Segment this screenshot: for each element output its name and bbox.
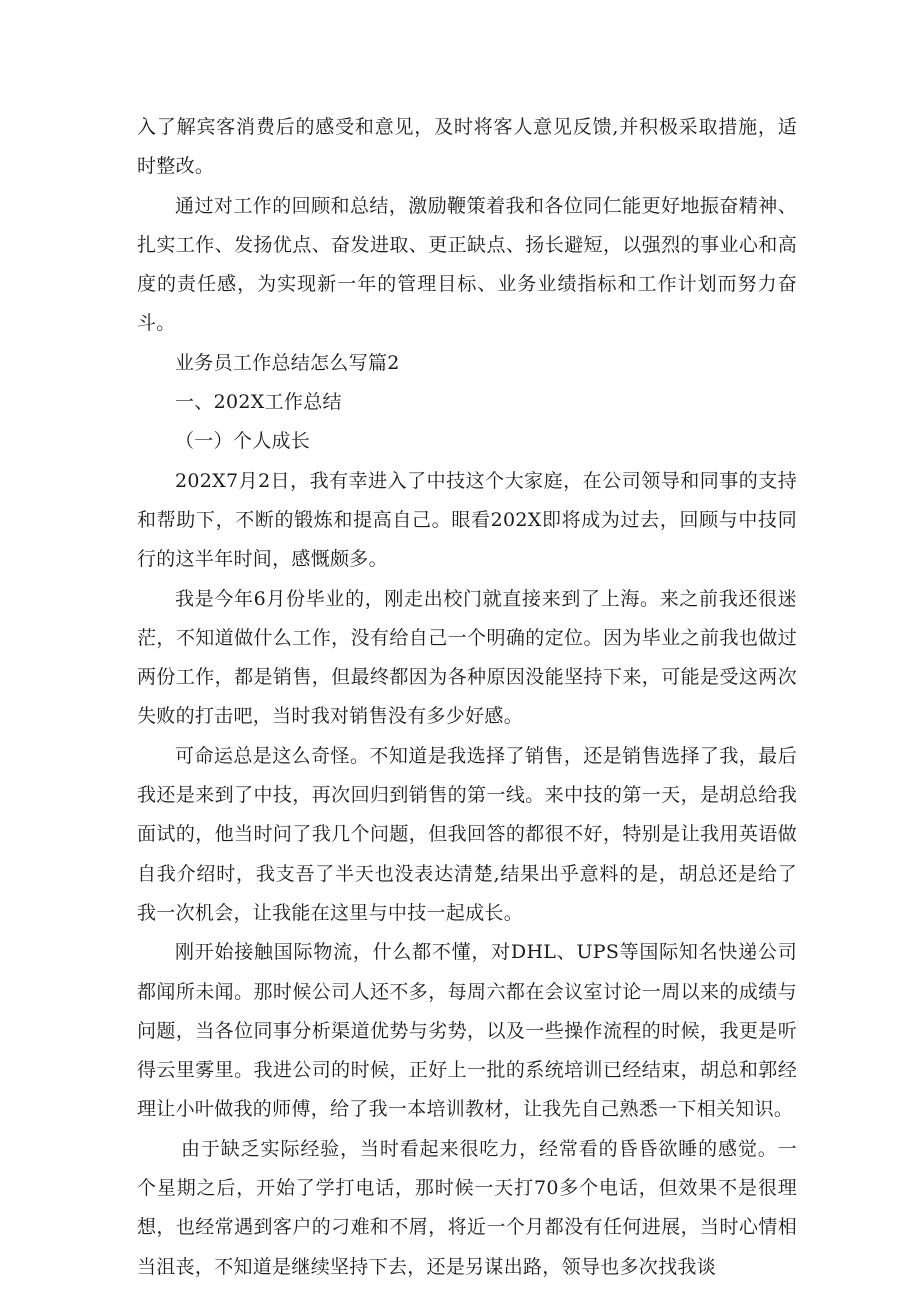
paragraph: 202X7月2日，我有幸进入了中技这个大家庭，在公司领导和同事的支持和帮助下，不断的锻炼和提高自己。眼看202X即将成为过去，回顾与中技同行的这半年时间，感慨颇多。 [137, 469, 797, 571]
paragraph-continuation: 入了解宾客消费后的感受和意见，及时将客人意见反馈,并积极采取措施，适时整改。 [137, 116, 797, 178]
paragraph: 我是今年6月份毕业的，刚走出校门就直接来到了上海。来之前我还很迷茫，不知道做什么工作，没有给自己一个明确的定位。因为毕业之前我也做过两份工作，都是销售，但最终都因为各种原因没能坚持下来，可能是受这两次失败的打击吧，当时我对销售没有多少好感。 [137, 587, 797, 728]
paragraph: 刚开始接触国际物流，什么都不懂，对DHL、UPS等国际知名快递公司都闻所未闻。那时候公司人还不多，每周六都在会议室讨论一周以来的成绩与问题，当各位同事分析渠道优势与劣势，以及一些操作流程的时候，我更是听得云里雾里。我进公司的时候，正好上一批的系统培训已经结束，胡总和郭经理让小叶做我的师傅，给了我一本培训教材，让我先自己熟悉一下相关知识。 [137, 941, 797, 1121]
paragraph: 可命运总是这么奇怪。不知道是我选择了销售，还是销售选择了我，最后我还是来到了中技，再次回归到销售的第一线。来中技的第一天，是胡总给我面试的，他当时问了我几个问题，但我回答的都很不好，特别是让我用英语做自我介绍时，我支吾了半天也没表达清楚,结果出乎意料的是，胡总还是给了我一次机会，让我能在这里与中技一起成长。 [137, 744, 797, 924]
section-heading: 一、202X工作总结 [175, 391, 342, 414]
paragraph-summary: 通过对工作的回顾和总结，激励鞭策着我和各位同仁能更好地振奋精神、扎实工作、发扬优点、奋发进取、更正缺点、扬长避短，以强烈的事业心和高度的责任感，为实现新一年的管理目标、业务业绩指标和工作计划而努力奋斗。 [137, 194, 797, 335]
subsection-heading: （一）个人成长 [175, 430, 311, 453]
document-body [137, 108, 797, 1287]
paragraph: 由于缺乏实际经验，当时看起来很吃力，经常看的昏昏欲睡的感觉。一个星期之后，开始了学打电话，那时候一天打70多个电话，但效果不是很理想，也经常遇到客户的刁难和不屑，将近一个月都没有任何进展，当时心情相当沮丧，不知道是继续坚持下去，还是另谋出路，领导也多次找我谈 [137, 1137, 797, 1278]
section-title: 业务员工作总结怎么写篇2 [175, 351, 400, 374]
